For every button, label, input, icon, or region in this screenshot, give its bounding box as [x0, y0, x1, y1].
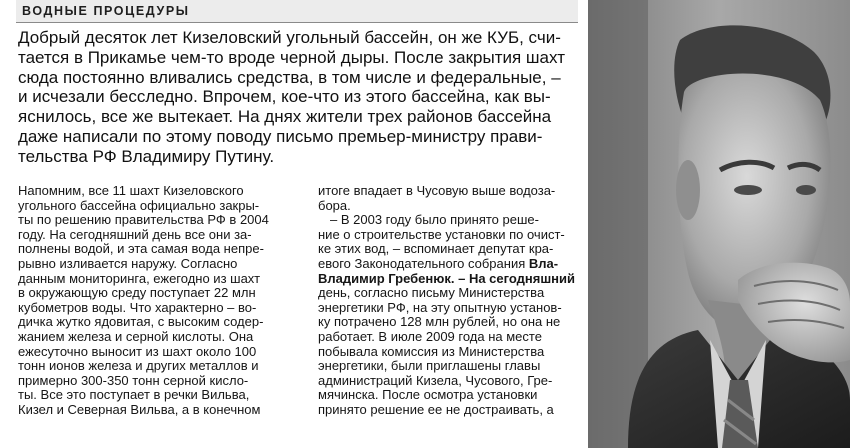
text-line: примерно 300-350 тонн серной кисло- — [18, 372, 249, 388]
text-segment: евого Законодательного собрания — [318, 255, 526, 271]
lead-line: Добрый десяток лет Кизеловский угольный бассейн, он же КУБ, счи- — [18, 28, 561, 47]
text-line: ние о строительстве установки по очист- — [318, 226, 565, 242]
text-line: день, согласно письму Министерства — [318, 285, 545, 301]
text-line: дичка жутко ядовитая, с высоким содер- — [18, 314, 264, 330]
text-line: ты. Все это поступает в речки Вильва, — [18, 387, 250, 403]
text-line: энергетики РФ, на эту опытную установ- — [318, 299, 562, 315]
text-line: мячинска. После осмотра установки — [318, 387, 538, 403]
lead-paragraph — [18, 28, 574, 167]
text-line — [318, 272, 580, 287]
text-line: ку потрачено 128 млн рублей, но она не — [318, 314, 561, 330]
text-line: в окружающую среду поступает 22 млн — [18, 285, 256, 301]
speaker-name-bold: Вла- — [528, 255, 559, 271]
section-header-bar — [16, 0, 578, 23]
text-line: Кизел и Северная Вильва, а в конечном — [18, 401, 261, 417]
text-line: администраций Кизела, Чусового, Гре- — [318, 372, 553, 388]
portrait-photo — [588, 0, 850, 448]
section-label: ВОДНЫЕ ПРОЦЕДУРЫ — [22, 4, 190, 18]
text-line: кубометров воды. Что характерно – во- — [18, 299, 257, 315]
text-line: итоге впадает в Чусовую выше водоза- — [318, 183, 556, 198]
text-line: данным мониторинга, ежегодно из шахт — [18, 270, 261, 286]
text-line: жанием железа и серной кислоты. Она — [18, 328, 254, 344]
text-line: – В 2003 году было принято реше- — [330, 212, 539, 228]
text-line: Напомним, все 11 шахт Кизеловского — [18, 183, 244, 198]
article-column-left — [18, 184, 280, 418]
text-line: работает. В июле 2009 года на месте — [318, 328, 542, 344]
text-line: ты по решению правительства РФ в 2004 — [18, 212, 269, 228]
text-line: году. На сегодняшний день все они за- — [18, 226, 252, 242]
text-line: рывно изливается наружу. Согласно — [18, 255, 238, 271]
text-line: ежесуточно выносит из шахт около 100 — [18, 343, 257, 359]
text-line: принято решение ее не достраивать, а — [318, 401, 554, 417]
text-line: побывала комиссия из Министерства — [318, 343, 545, 359]
text-line: полнены водой, и эта самая вода непре- — [18, 241, 264, 257]
text-line — [318, 257, 580, 272]
ear-shape — [676, 160, 700, 220]
lead-line: тается в Прикамье чем-то вроде черной дыры. После закрытия шахт — [18, 47, 566, 67]
lead-line: тельства РФ Владимиру Путину. — [18, 146, 275, 166]
text-line: энергетики, были приглашены главы — [318, 358, 541, 374]
text-line: тонн ионов железа и других металлов и — [18, 358, 259, 374]
text-line: угольного бассейна официально закры- — [18, 197, 260, 213]
speaker-name-bold: Владимир Гребенюк — [318, 270, 451, 286]
lead-line: и исчезали бесследно. Впрочем, кое-что из этого бассейна, как вы- — [18, 87, 551, 107]
text-line: ке этих вод, – вспоминает депутат кра- — [318, 241, 554, 257]
text-line: бора. — [318, 197, 351, 213]
lead-line: яснилось, все же вытекает. На днях жители трех районов бассейна — [18, 107, 552, 127]
lead-line: сюда постоянно вливались средства, в том числе и федеральные, – — [18, 67, 561, 87]
text-segment: . – На сегодняшний — [450, 270, 576, 286]
article-column-right — [318, 184, 580, 418]
lead-line: даже написали по этому поводу письмо премьер-министру прави- — [18, 126, 543, 146]
